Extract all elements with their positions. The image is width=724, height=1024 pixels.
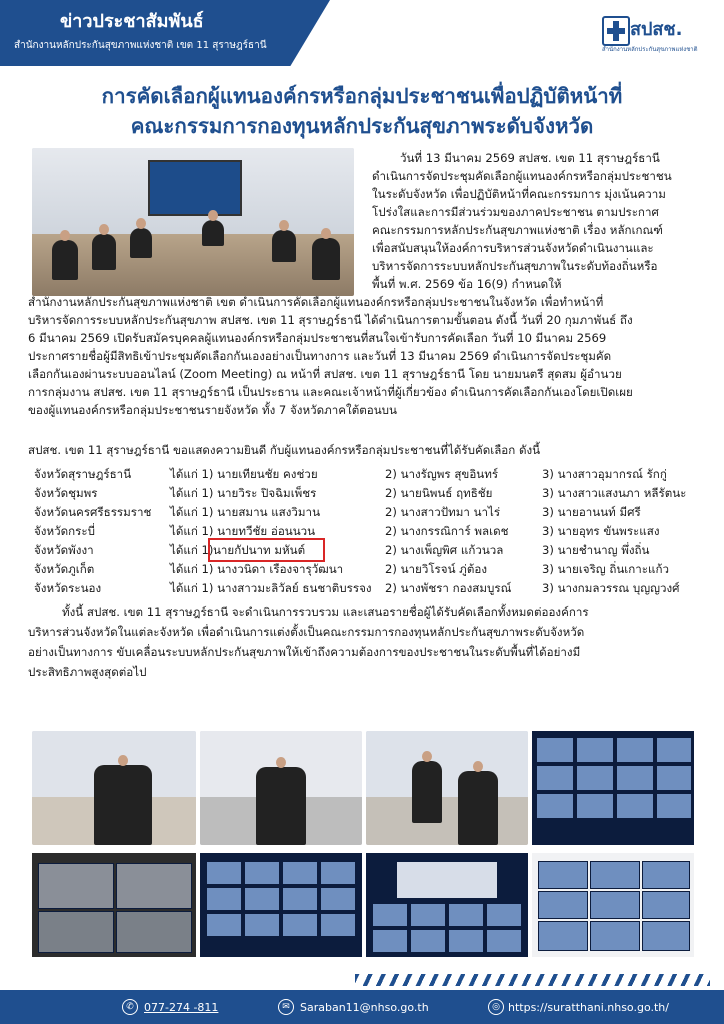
intro-line: คณะกรรมการหลักประกันสุขภาพแห่งชาติ เรื่อง หลักเกณฑ์	[372, 223, 663, 237]
meeting-photo	[32, 731, 196, 845]
representative-2: 2) นางเพ็ญพิศ แก้วนวล	[385, 543, 504, 557]
headline-line-1: การคัดเลือกผู้แทนองค์กรหรือกลุ่มประชาชนเพื่อปฏิบัติหน้าที่	[101, 84, 623, 108]
province-name: จังหวัดสุราษฎร์ธานี	[34, 467, 132, 481]
zoom-screenshot	[532, 853, 694, 957]
province-name: จังหวัดนครศรีธรรมราช	[34, 505, 152, 519]
representative-1: นายกัปนาท มหันต์	[213, 543, 306, 557]
province-name: จังหวัดกระบี่	[34, 524, 95, 538]
representative-3: 3) นายอุทร ขันพระแสง	[542, 524, 660, 538]
header-title: ข่าวประชาสัมพันธ์	[60, 11, 204, 32]
intro-line: ในระดับจังหวัด เพื่อปฏิบัติหน้าที่คณะกรรมการ มุ่งเน้นความ	[372, 187, 666, 201]
footer-bar	[0, 990, 724, 1024]
main-meeting-photo	[32, 148, 354, 296]
representative-1: ได้แก่ 1) นายทวีชัย อ่อนนวน	[170, 524, 316, 538]
representative-2: 2) นางรัญพร สุขอินทร์	[385, 467, 499, 481]
meeting-photo	[366, 731, 528, 845]
intro-line: วันที่ 13 มีนาคม 2569 สปสช. เขต 11 สุราษฎร์ธานี	[400, 151, 660, 165]
globe-icon: ◎	[488, 999, 504, 1015]
body-line: 6 มีนาคม 2569 เปิดรับสมัครบุคคลผู้แทนองค์กรหรือกลุ่มประชาชนที่สนใจเข้ารับการคัดเลือก วันที่ 10 มีนาคม 2569	[28, 331, 607, 345]
highlight-box	[208, 538, 325, 562]
zoom-screenshot	[200, 853, 362, 957]
representative-1: ได้แก่ 1) นางสาวมะลิวัลย์ ธนชาติบรรจง	[170, 581, 372, 595]
representative-1: ได้แก่ 1) นายสมาน แสงวิมาน	[170, 505, 320, 519]
phone-icon: ✆	[122, 999, 138, 1015]
representative-3: 3) นางสาวแสงนภา หลีรัตนะ	[542, 486, 687, 500]
zoom-screenshot	[32, 853, 196, 957]
header-subtitle: สำนักงานหลักประกันสุขภาพแห่งชาติ เขต 11 สุราษฎร์ธานี	[14, 40, 267, 51]
representative-3: 3) นายเจริญ ถิ่นเกาะแก้ว	[542, 562, 670, 576]
body-line: ประกาศรายชื่อผู้มีสิทธิเข้าประชุมคัดเลือกกันเองอย่างเป็นทางการ และวันที่ 13 มีนาคม 2569 ดำเนินการจัดประชุมคัด	[28, 349, 612, 363]
representative-1: ได้แก่ 1) นางวนิดา เรืองจารุวัฒนา	[170, 562, 344, 576]
representative-label: ได้แก่ 1)	[170, 543, 214, 557]
province-name: จังหวัดพังงา	[34, 543, 94, 557]
body-line: ของผู้แทนองค์กรหรือกลุ่มประชาชนรายจังหวัด ทั้ง 7 จังหวัดภาคใต้ตอนบน	[28, 403, 397, 417]
intro-line: เพื่อสนับสนุนให้องค์การบริหารส่วนจังหวัดดำเนินงานและ	[372, 241, 654, 255]
representative-3: 3) นายชำนาญ พึ่งถิ่น	[542, 543, 650, 557]
intro-line: พื้นที่ พ.ศ. 2569 ข้อ 16(9) กำหนดให้	[372, 277, 562, 291]
representative-3: 3) นางสาวอุมากรณ์ รักกู่	[542, 467, 667, 481]
logo-text: สปสช.	[630, 19, 683, 40]
representative-1: ได้แก่ 1) นายเทียนชัย คงช่วย	[170, 467, 318, 481]
list-intro: สปสช. เขต 11 สุราษฎร์ธานี ขอแสดงความยินดี กับผู้แทนองค์กรหรือกลุ่มประชาชนที่ได้รับคัดเลือก ดังนี้	[28, 443, 541, 457]
representative-2: 2) นางพัชรา กองสมบูรณ์	[385, 581, 512, 595]
representative-1: ได้แก่ 1) นายวิระ ปิจฉิมเพ็ชร	[170, 486, 317, 500]
zoom-screenshot	[366, 853, 528, 957]
footer-email[interactable]: Saraban11@nhso.go.th	[300, 1001, 429, 1014]
representative-3: 3) นางกมลวรรณ บุญญวงศ์	[542, 581, 680, 595]
province-name: จังหวัดชุมพร	[34, 486, 98, 500]
body-line: การกลุ่มงาน สปสช. เขต 11 สุราษฎร์ธานี เป็นประธาน และคณะเจ้าหน้าที่ผู้เกี่ยวข้อง ดำเนินการคัดเลือกกันเองโดยเปิดเผย	[28, 385, 633, 399]
zoom-screenshot	[532, 731, 694, 845]
closing-line: ประสิทธิภาพสูงสุดต่อไป	[28, 665, 147, 679]
representative-2: 2) นางสาวปัทมา นาไร่	[385, 505, 501, 519]
province-name: จังหวัดภูเก็ต	[34, 562, 95, 576]
province-name: จังหวัดระนอง	[34, 581, 102, 595]
body-line: สำนักงานหลักประกันสุขภาพแห่งชาติ เขต ดำเนินการคัดเลือกผู้แทนองค์กรหรือกลุ่มประชาชนในจังหวัด เพื่อทำหน้าที่	[28, 295, 604, 309]
intro-line: ดำเนินการจัดประชุมคัดเลือกผู้แทนองค์กรหรือกลุ่มประชาชน	[372, 169, 672, 183]
representative-2: 2) นายนิพนธ์ ฤทธิชัย	[385, 486, 493, 500]
intro-line: โปร่งใสและการมีส่วนร่วมของภาคประชาชน ตามประกาศ	[372, 205, 659, 219]
representative-3: 3) นายอานนท์ มีศรี	[542, 505, 641, 519]
body-line: เลือกกันเองผ่านระบบออนไลน์ (Zoom Meeting) ณ หน้าที่ สปสช. เขต 11 สุราษฎร์ธานี โดย นายมนตรี สุดสม ผู้อำนวย	[28, 367, 622, 381]
cross-icon	[602, 16, 630, 46]
intro-line: บริหารจัดการระบบหลักประกันสุขภาพในระดับท้องถิ่นหรือ	[372, 259, 658, 273]
meeting-photo	[200, 731, 362, 845]
footer-phone[interactable]: 077-274 -811	[144, 1001, 219, 1014]
decorative-stripes	[355, 974, 710, 986]
logo-subtitle: สำนักงานหลักประกันสุขภาพแห่งชาติ	[602, 46, 698, 53]
closing-line: อย่างเป็นทางการ ขับเคลื่อนระบบหลักประกันสุขภาพให้เข้าถึงความต้องการของประชาชนในระดับพื้นที่ได้อย่างมี	[28, 645, 581, 659]
footer-website[interactable]: https://suratthani.nhso.go.th/	[508, 1001, 669, 1014]
closing-line: บริหารส่วนจังหวัดในแต่ละจังหวัด เพื่อดำเนินการแต่งตั้งเป็นคณะกรรมการกองทุนหลักประกันสุขภาพระดับจังหวัด	[28, 625, 585, 639]
nhso-logo	[602, 12, 704, 54]
representative-2: 2) นางกรรณิการ์ พลเดช	[385, 524, 509, 538]
body-line: บริหารจัดการระบบหลักประกันสุขภาพ สปสช. เขต 11 สุราษฎร์ธานี ได้ดำเนินการตามขั้นตอน ดังนี้ วันที่ 20 กุมภาพันธ์ ถึง	[28, 313, 633, 327]
email-icon: ✉	[278, 999, 294, 1015]
headline-line-2: คณะกรรมการกองทุนหลักประกันสุขภาพระดับจังหวัด	[130, 114, 594, 138]
representative-2: 2) นายวิโรจน์ ภู่ต้อง	[385, 562, 487, 576]
closing-line: ทั้งนี้ สปสช. เขต 11 สุราษฎร์ธานี จะดำเนินการรวบรวม และเสนอรายชื่อผู้ได้รับคัดเลือกทั้งหมดต่อองค์การ	[62, 605, 589, 619]
